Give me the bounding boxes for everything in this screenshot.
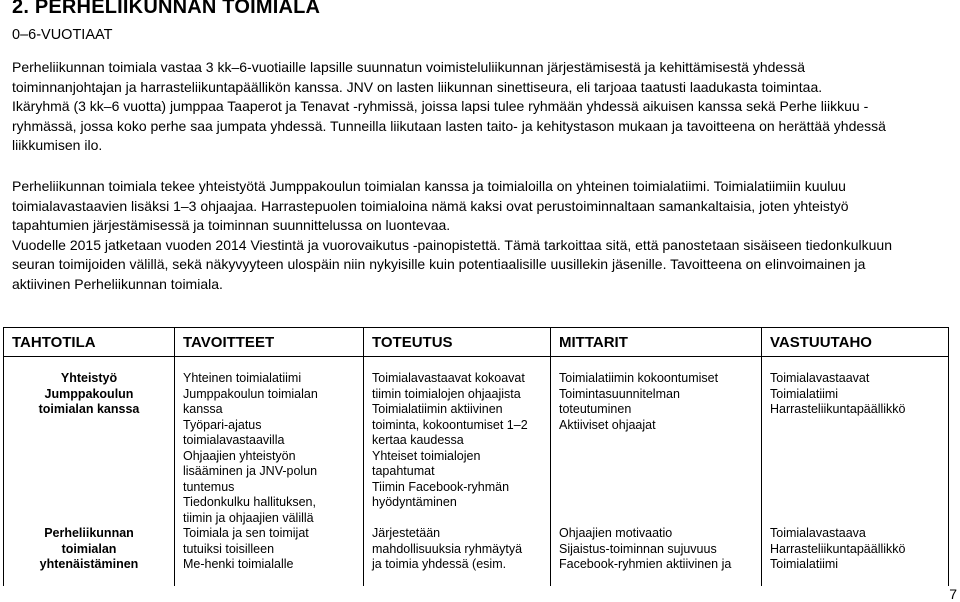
tavoitteet-cell <box>175 357 364 527</box>
cell-line: ja toimia yhdessä (esim. <box>372 557 507 571</box>
cell-line: Ohjaajien yhteistyön <box>183 448 296 463</box>
cell-line: Tiimin Facebook-ryhmän <box>372 479 510 494</box>
cell-line: Työpari-ajatus <box>183 417 262 432</box>
cell-line: Yhteistyö <box>60 371 118 385</box>
cell-line: Yhteiset toimialojen <box>372 448 481 463</box>
cell-line: Tiedonkulku hallituksen, <box>183 495 316 509</box>
paragraph-line: ryhmässä, jossa koko perhe saa jumpata yhdessä. Tunneilla liikutaan lasten taito- ja kehitystason mukaan ja tavoitteena on herättää yhdessä <box>12 117 886 134</box>
paragraph-line: liikkumisen ilo. <box>12 137 103 153</box>
cell-line: toiminta, kokoontumiset 1–2 <box>372 417 528 432</box>
action-plan-table <box>3 327 949 586</box>
paragraph-line: toimialavastaavien lisäksi 1–3 ohjaajaa. Harrastepuolen toimialoina nämä kaksi ovat perustoiminnaltaan samankaltaisia, joten yhteistyö <box>12 197 849 214</box>
paragraph-line: Perheliikunnan toimiala tekee yhteistyötä Jumppakoulun toimialan kanssa ja toimialoilla on yhteinen toimialatiimi. Toimialatiimiin kuuluu <box>12 178 846 194</box>
cell-line: tiimin ja ohjaajien välillä <box>183 510 314 525</box>
cell-line: tuntemus <box>183 479 235 494</box>
paragraph-line: aktiivinen Perheliikunnan toimiala. <box>12 275 223 292</box>
cell-line: Ohjaajien motivaatio <box>559 526 673 540</box>
cell-line: yhtenäistäminen <box>39 557 139 571</box>
tahtotila-cell <box>4 357 175 527</box>
paragraph-line: Vuodelle 2015 jatketaan vuoden 2014 Viestintä ja vuorovaikutus -painopistettä. Tämä tarkoittaa sitä, että panostetaan sisäiseen tiedonkulkuun <box>12 236 892 253</box>
cell-line: Toimialavastaavat kokoavat <box>372 371 525 385</box>
cell-line: tapahtumat <box>372 464 435 478</box>
cell-line: Toimialavastaava <box>770 526 866 540</box>
paragraph-line: Ikäryhmä (3 kk–6 vuotta) jumppaa Taaperot ja Tenavat -ryhmissä, joissa lapsi tulee ryhmään yhdessä aikuisen kanssa sekä Perhe liikkuu - <box>12 98 869 114</box>
vastuutaho-cell <box>762 357 949 527</box>
cell-line: Me-henki toimialalle <box>183 557 294 571</box>
tavoitteet-cell <box>175 526 364 586</box>
cell-line: Järjestetään <box>372 526 441 540</box>
cell-line: toimialan <box>61 541 117 556</box>
column-header-mittarit: MITTARIT <box>551 328 762 357</box>
cell-line: tiimin toimialojen ohjaajista <box>372 386 521 401</box>
cell-line: kertaa kaudessa <box>372 433 464 447</box>
cell-line: toimialavastaavilla <box>183 433 285 447</box>
cell-line: tutuiksi toisilleen <box>183 541 275 556</box>
cell-line: Toimialatiimi <box>770 557 839 571</box>
paragraph-line: Perheliikunnan toimiala vastaa 3 kk–6-vuotiaille lapsille suunnatun voimisteluliikunnan järjestämisestä ja kehittämisestä yhdessä <box>12 59 805 75</box>
cell-line: Harrasteliikuntapäällikkö <box>770 402 906 416</box>
cell-line: Toimialatiimin aktiivinen <box>372 402 503 416</box>
cell-line: hyödyntäminen <box>372 495 457 509</box>
cell-line: mahdollisuuksia ryhmäytyä <box>372 541 523 556</box>
paragraph-line: toiminnanjohtajan ja harrasteliikuntapäällikön kanssa. JNV on lasten liikunnan sinettiseura, eli tarjoaa taatusti laadukasta toimintaa. <box>12 78 823 95</box>
toteutus-cell <box>364 526 551 586</box>
cell-line: Harrasteliikuntapäällikkö <box>770 541 906 556</box>
toteutus-cell <box>364 357 551 527</box>
cell-line: Facebook-ryhmien aktiivinen ja <box>559 557 732 571</box>
column-header-vastuutaho: VASTUUTAHO <box>762 328 949 357</box>
cell-line: toteutuminen <box>559 402 632 416</box>
intro-paragraph <box>12 58 952 156</box>
column-header-toteutus: TOTEUTUS <box>364 328 551 357</box>
cell-line: Jumppakoulun <box>44 386 134 401</box>
cell-line: Yhteinen toimialatiimi <box>183 371 302 385</box>
cell-line: Aktiiviset ohjaajat <box>559 417 656 432</box>
table-header-row <box>4 328 949 357</box>
paragraph-line: seuran toimijoiden välillä, sekä näkyvyyteen ulospäin niin nykyisille kuin potentiaalisille uusillekin jäsenille. Tavoitteena on elinvoimainen ja <box>12 256 866 272</box>
cooperation-paragraph <box>12 177 952 294</box>
cell-line: Jumppakoulun toimialan <box>183 386 318 401</box>
cell-line: kanssa <box>183 402 223 416</box>
cell-line: Toimialatiimi <box>770 386 839 401</box>
paragraph-line: tapahtumien järjestämisessä ja toiminnan suunnittelussa on luontevaa. <box>12 217 451 233</box>
page-number: 7 <box>949 586 957 602</box>
cell-line: lisääminen ja JNV-polun <box>183 464 318 478</box>
table-row <box>4 357 949 527</box>
column-header-tavoitteet: TAVOITTEET <box>175 328 364 357</box>
section-heading: 2. PERHELIIKUNNAN TOIMIALA <box>12 0 321 18</box>
cell-line: Toimintasuunnitelman <box>559 386 680 401</box>
cell-line: Toimialatiimin kokoontumiset <box>559 371 719 385</box>
cell-line: Toimialavastaavat <box>770 371 870 385</box>
table-row <box>4 526 949 586</box>
mittarit-cell <box>551 526 762 586</box>
cell-line: Sijaistus-toiminnan sujuvuus <box>559 541 717 556</box>
cell-line: Toimiala ja sen toimijat <box>183 526 309 540</box>
column-header-tahtotila: TAHTOTILA <box>4 328 175 357</box>
vastuutaho-cell <box>762 526 949 586</box>
age-group-subheading: 0–6-VUOTIAAT <box>12 27 113 43</box>
tahtotila-cell <box>4 526 175 586</box>
mittarit-cell <box>551 357 762 527</box>
cell-line: toimialan kanssa <box>38 402 140 416</box>
cell-line: Perheliikunnan <box>44 526 134 540</box>
